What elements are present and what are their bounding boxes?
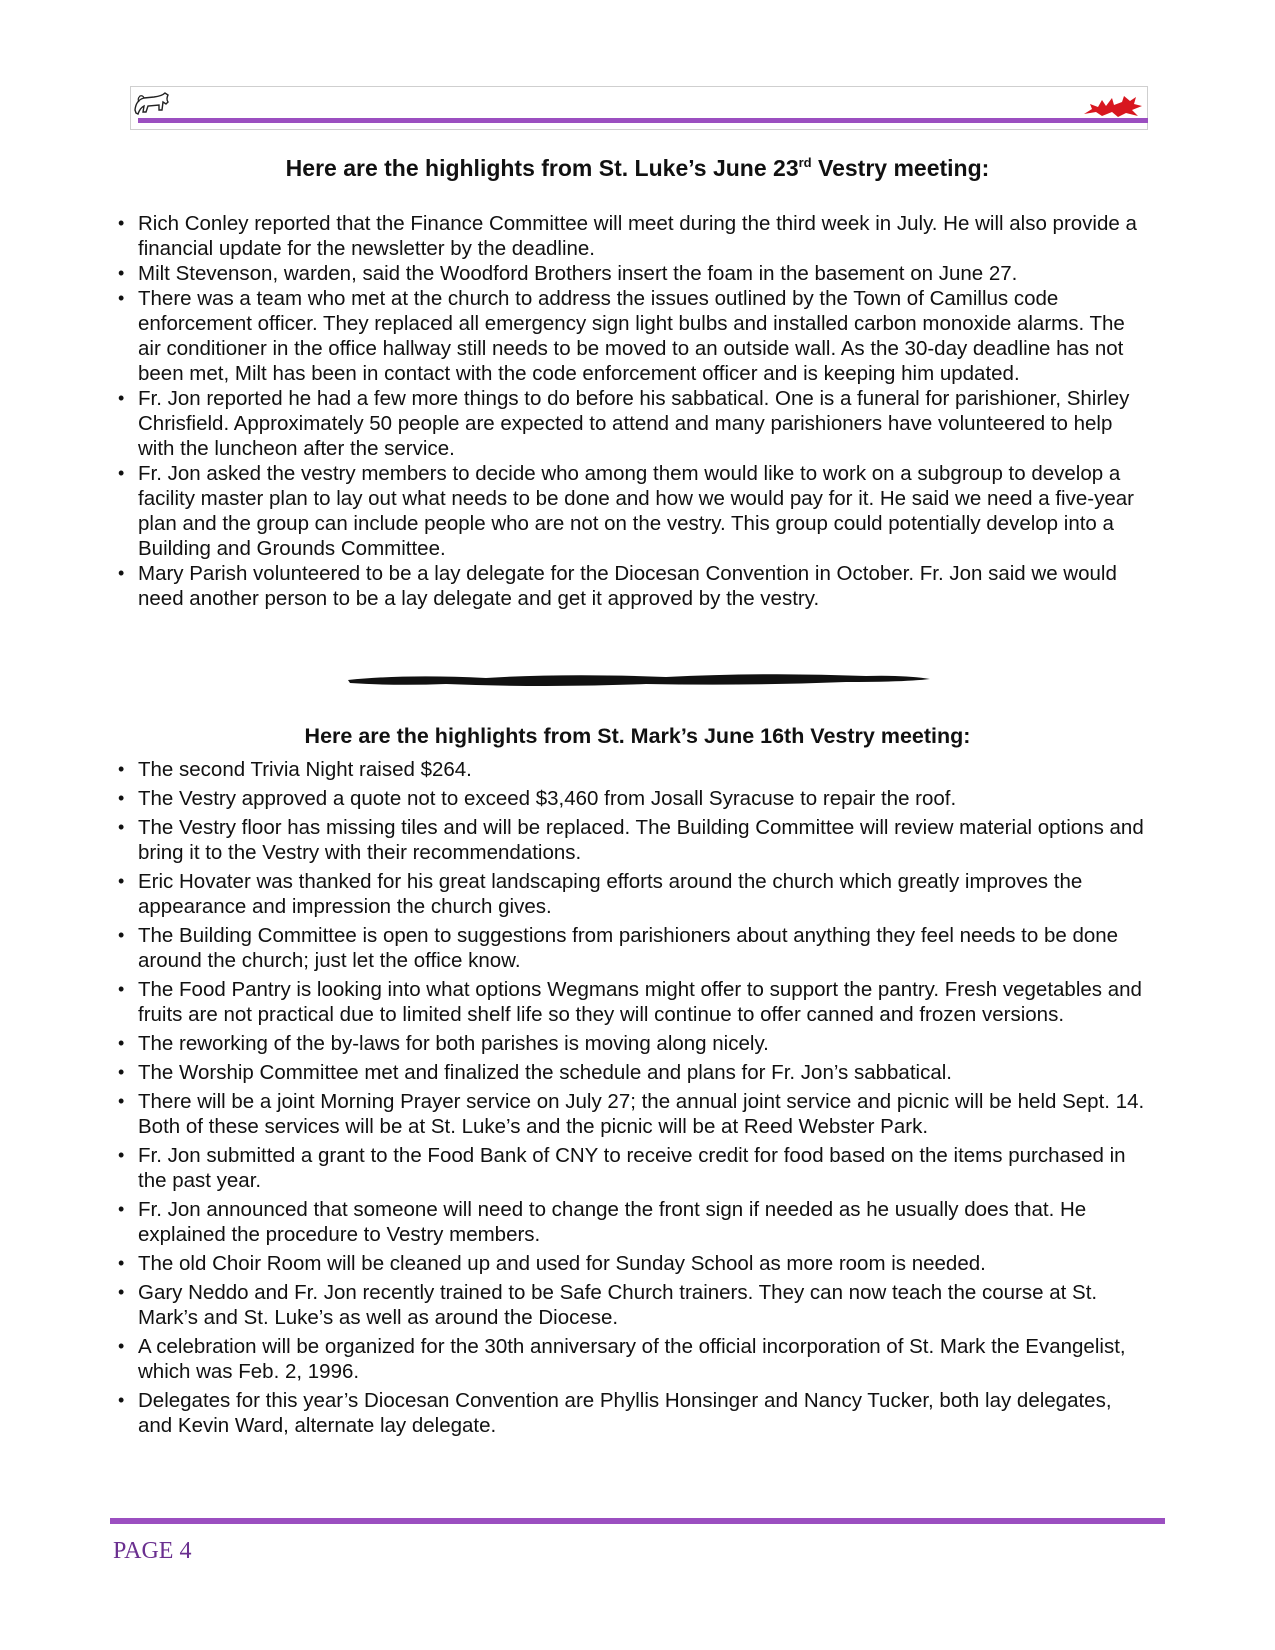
- st-luke-highlights-list: [116, 211, 1146, 611]
- list-item: • Eric Hovater was thanked for his great landscaping efforts around the church which greatly improves the appearance and impression the church gives.: [116, 869, 1146, 919]
- list-item: • The second Trivia Night raised $264.: [116, 757, 1146, 782]
- header-rule: [138, 118, 1148, 123]
- list-item: • There was a team who met at the church to address the issues outlined by the Town of Camillus code enforcement officer. They replaced all emergency sign light bulbs and installed carbon monoxide alarms. The air conditioner in the office hallway still needs to be moved to an outside wall. As the 30-day deadline has not been met, Milt has been in contact with the code enforcement officer and is keeping him updated.: [116, 286, 1146, 386]
- list-item: • The Food Pantry is looking into what options Wegmans might offer to support the pantry. Fresh vegetables and fruits are not practical due to limited shelf life so they will continue to offer canned and frozen versions.: [116, 977, 1146, 1027]
- list-item: • Fr. Jon reported he had a few more things to do before his sabbatical. One is a funeral for parishioner, Shirley Chrisfield. Approximately 50 people are expected to attend and many parishioners have volunteered to help with the luncheon after the service.: [116, 386, 1146, 461]
- list-item: • The reworking of the by-laws for both parishes is moving along nicely.: [116, 1031, 1146, 1056]
- footer-rule: [110, 1518, 1165, 1524]
- list-item: • Mary Parish volunteered to be a lay delegate for the Diocesan Convention in October. Fr. Jon said we would need another person to be a lay delegate and get it approved by the vestry.: [116, 561, 1146, 611]
- list-item: • The Building Committee is open to suggestions from parishioners about anything they feel needs to be done around the church; just let the office know.: [116, 923, 1146, 973]
- list-item: • The Vestry floor has missing tiles and will be replaced. The Building Committee will review material options and bring it to the Vestry with their recommendations.: [116, 815, 1146, 865]
- list-item: • Fr. Jon announced that someone will need to change the front sign if needed as he usually does that. He explained the procedure to Vestry members.: [116, 1197, 1146, 1247]
- list-item: • Rich Conley reported that the Finance Committee will meet during the third week in July. He will also provide a financial update for the newsletter by the deadline.: [116, 211, 1146, 261]
- st-mark-heading: Here are the highlights from St. Mark’s June 16th Vestry meeting:: [304, 724, 971, 748]
- st-mark-highlights-list: [116, 757, 1146, 1442]
- list-item: • The Vestry approved a quote not to exceed $3,460 from Josall Syracuse to repair the roof.: [116, 786, 1146, 811]
- list-item: • Fr. Jon submitted a grant to the Food Bank of CNY to receive credit for food based on the items purchased in the past year.: [116, 1143, 1146, 1193]
- header-frame: [130, 86, 1148, 130]
- lion-icon: [132, 90, 172, 118]
- list-item: • Milt Stevenson, warden, said the Woodford Brothers insert the foam in the basement on June 27.: [116, 261, 1146, 286]
- list-item: • Fr. Jon asked the vestry members to decide who among them would like to work on a subgroup to develop a facility master plan to lay out what needs to be done and how we would pay for it. He said we need a five-year plan and the group can include people who are not on the vestry. This group could potentially develop into a Building and Grounds Committee.: [116, 461, 1146, 561]
- page-number: PAGE 4: [113, 1538, 192, 1564]
- dragon-icon: [1082, 92, 1144, 118]
- list-item: • The Worship Committee met and finalized the schedule and plans for Fr. Jon’s sabbatical.: [116, 1060, 1146, 1085]
- st-luke-heading: Here are the highlights from St. Luke’s June 23rd Vestry meeting:: [285, 155, 990, 181]
- brush-stroke-divider: [346, 670, 932, 690]
- list-item: • A celebration will be organized for the 30th anniversary of the official incorporation of St. Mark the Evangelist, which was Feb. 2, 1996.: [116, 1334, 1146, 1384]
- list-item: • The old Choir Room will be cleaned up and used for Sunday School as more room is needed.: [116, 1251, 1146, 1276]
- list-item: • There will be a joint Morning Prayer service on July 27; the annual joint service and picnic will be held Sept. 14. Both of these services will be at St. Luke’s and the picnic will be at Reed Webster Park.: [116, 1089, 1146, 1139]
- list-item: • Gary Neddo and Fr. Jon recently trained to be Safe Church trainers. They can now teach the course at St. Mark’s and St. Luke’s as well as around the Diocese.: [116, 1280, 1146, 1330]
- list-item: • Delegates for this year’s Diocesan Convention are Phyllis Honsinger and Nancy Tucker, both lay delegates, and Kevin Ward, alternate lay delegate.: [116, 1388, 1146, 1438]
